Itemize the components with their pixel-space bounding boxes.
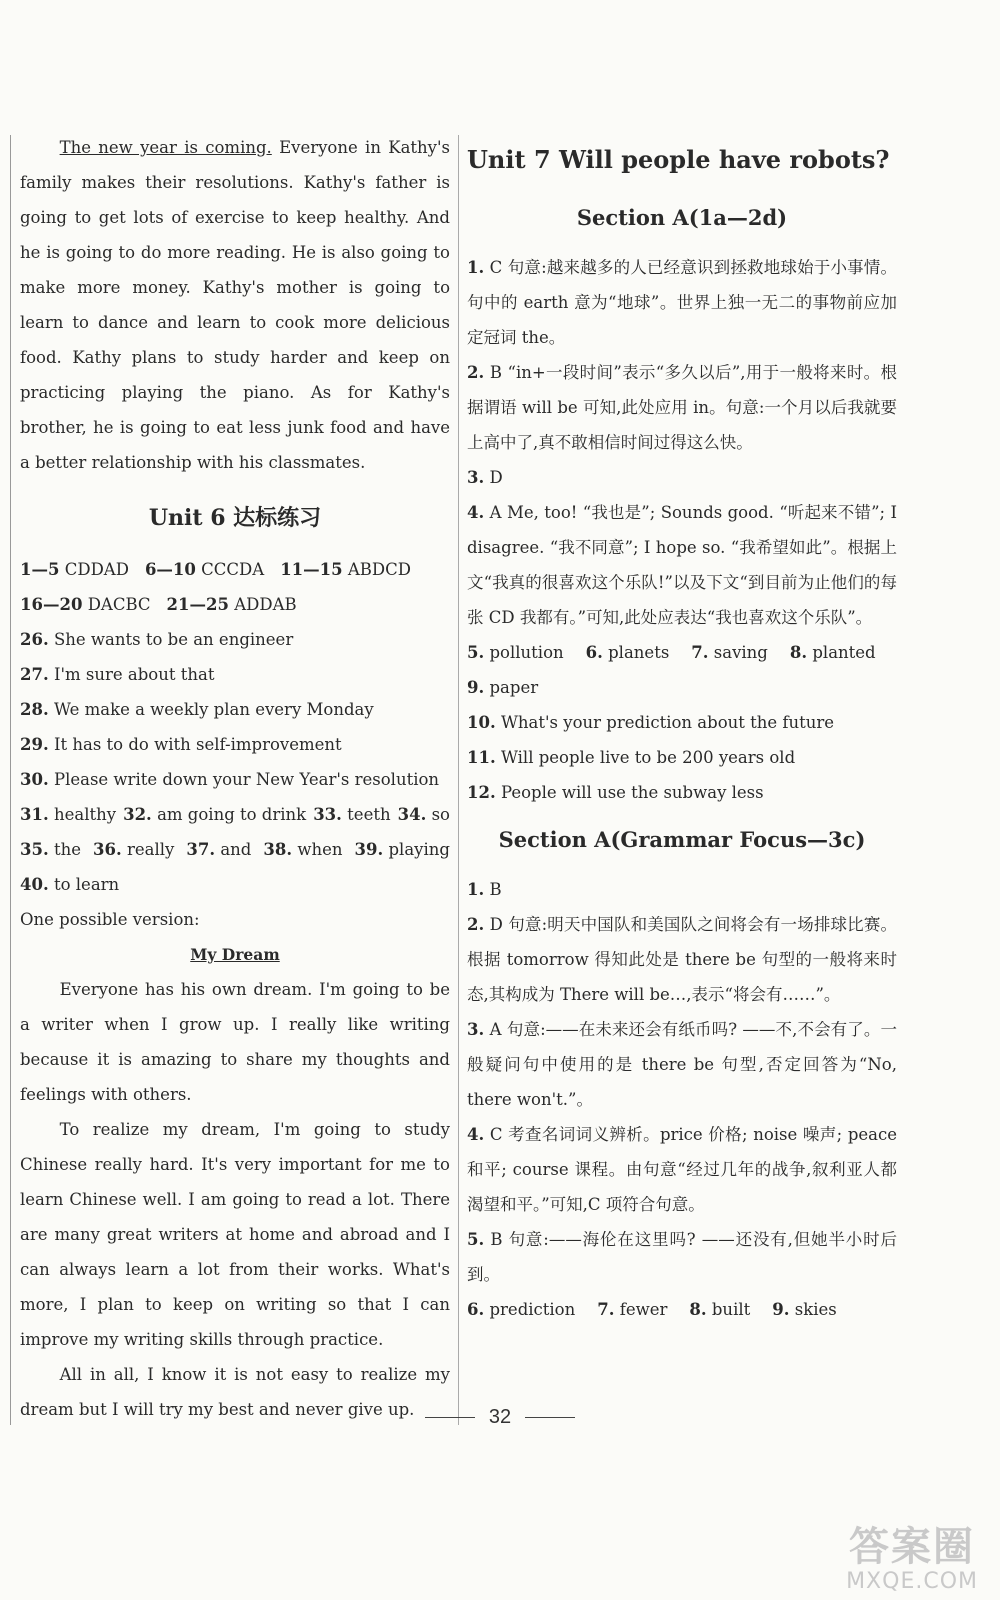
item-text: built (711, 1300, 751, 1319)
item-number: 9. (467, 678, 485, 697)
item-number: 7. (597, 1300, 615, 1319)
item-text: so (431, 805, 450, 824)
answer-item (20, 622, 450, 657)
watermark-logo (846, 1524, 978, 1594)
answer-item (467, 705, 897, 740)
item-text: paper (489, 678, 539, 697)
mc-range: 11—15 (280, 560, 343, 579)
footer-dash (525, 1417, 575, 1418)
item-number: 31. (20, 805, 49, 824)
item-number: 5. (467, 643, 485, 662)
inline-answer (597, 1292, 667, 1327)
item-text: People will use the subway less (500, 783, 764, 802)
item-text: and (220, 840, 252, 859)
item-text: B 句意:——海伦在这里吗? ——还没有,但她半小时后到。 (467, 1230, 898, 1284)
answers-row (467, 635, 897, 670)
answer-item (467, 460, 897, 495)
answer-item (467, 907, 897, 1012)
item-number: 36. (93, 840, 122, 859)
passage-text: Everyone in Kathy's family makes their resolutions. Kathy's father is going to get lots of exercise to keep healthy. And he is going to do more reading. He is also going to make more money. Kathy's mother is going to learn to dance and learn to cook more delicious food. Kathy plans to study harder and keep on practicing playing the piano. As for Kathy's brother, he is going to eat less junk food and have a better relationship with his classmates. (20, 138, 450, 472)
version-label: One possible version: (20, 910, 200, 929)
cloze-answers-row (20, 867, 450, 902)
item-text: A Me, too! “我也是”; Sounds good. “听起来不错”; I disagree. “我不同意”; I hope so. “我希望如此”。根据上文“我真的很喜欢这个乐队!”以及下文“到目前为止他们的每张 CD 我都有。”可知,此处应表达“我也喜欢这个乐队”。 (467, 503, 897, 627)
item-text: really (126, 840, 175, 859)
mc-group (167, 595, 297, 614)
item-text: B (489, 880, 502, 899)
answer-item (20, 727, 450, 762)
mc-answers: ADDAB (234, 595, 297, 614)
item-text: to learn (53, 875, 120, 894)
essay-paragraph: Everyone has his own dream. I'm going to be a writer when I grow up. I really like writing because it is amazing to share my thoughts and feelings with others. (20, 980, 450, 1104)
mc-answers: DACBC (87, 595, 151, 614)
answer-item (467, 495, 897, 635)
item-number: 12. (467, 783, 496, 802)
inline-answer (20, 832, 81, 867)
section-a1-title: Section A(1a—2d) (576, 205, 788, 230)
item-number: 4. (467, 1125, 485, 1144)
inline-answer (263, 832, 342, 867)
item-text: saving (713, 643, 768, 662)
unit7-title: Unit 7 Will people have robots? (467, 145, 890, 174)
item-number: 30. (20, 770, 49, 789)
item-text: playing (388, 840, 450, 859)
inline-answer (186, 832, 251, 867)
mc-group (20, 560, 129, 579)
item-text: when (297, 840, 343, 859)
inline-answer (691, 635, 768, 670)
watermark-bottom: MXQE.COM (846, 1569, 978, 1594)
inline-answer (93, 832, 174, 867)
inline-answer (689, 1292, 750, 1327)
mc-row (20, 552, 450, 587)
multiple-choice-answers (20, 552, 450, 622)
inline-answer (467, 635, 564, 670)
item-number: 29. (20, 735, 49, 754)
item-number: 28. (20, 700, 49, 719)
column-divider (458, 135, 459, 1425)
item-number: 4. (467, 503, 485, 522)
mc-row (20, 587, 450, 622)
item-text: the (53, 840, 81, 859)
cloze-answers-row (20, 797, 450, 832)
mc-answers: ABDCD (347, 560, 411, 579)
answer-item (20, 692, 450, 727)
essay-paragraph: All in all, I know it is not easy to realize my dream but I will try my best and never give up. (20, 1365, 450, 1419)
answer-item (20, 657, 450, 692)
item-text: Will people live to be 200 years old (500, 748, 796, 767)
inline-answer (355, 832, 450, 867)
item-text: skies (794, 1300, 837, 1319)
footer-dash (425, 1417, 475, 1418)
item-text: We make a weekly plan every Monday (53, 700, 374, 719)
mc-range: 21—25 (166, 595, 229, 614)
item-number: 35. (20, 840, 49, 859)
item-text: A 句意:——在未来还会有纸币吗? ——不,不会有了。一般疑问句中使用的是 there be 句型,否定回答为“No, there won't.”。 (467, 1020, 897, 1109)
item-number: 9. (772, 1300, 790, 1319)
item-text: Please write down your New Year's resolution (53, 770, 440, 789)
inline-answer (20, 867, 119, 902)
item-number: 40. (20, 875, 49, 894)
inline-answer (790, 635, 876, 670)
item-number: 3. (467, 1020, 485, 1039)
item-number: 33. (313, 805, 342, 824)
item-text: C 考查名词词义辨析。price 价格; noise 噪声; peace 和平; course 课程。由句意“经过几年的战争,叙利亚人都渴望和平。”可知,C 项符合句意。 (467, 1125, 897, 1214)
item-number: 37. (186, 840, 216, 859)
item-text: teeth (347, 805, 391, 824)
item-number: 2. (467, 363, 485, 382)
answer-item (467, 872, 897, 907)
mc-answers: CCCDA (201, 560, 265, 579)
item-number: 11. (467, 748, 496, 767)
answer-item (467, 1117, 897, 1222)
item-text: am going to drink (157, 805, 307, 824)
item-number: 39. (354, 840, 384, 859)
mc-answers: CDDAD (64, 560, 129, 579)
page-footer (0, 1406, 1000, 1429)
answer-list (20, 622, 450, 797)
item-text: planted (812, 643, 876, 662)
mc-group (280, 560, 411, 579)
answers-row (467, 1292, 897, 1327)
item-number: 3. (467, 468, 485, 487)
inline-answer (123, 797, 306, 832)
item-text: prediction (489, 1300, 576, 1319)
item-text: B “in+一段时间”表示“多久以后”,用于一般将来时。根据谓语 will be 可知,此处应用 in。句意:一个月以后我就要上高中了,真不敢相信时间过得这么快。 (467, 363, 897, 452)
section-a2-answers (467, 872, 897, 1292)
answer-item (20, 762, 450, 797)
page-number: 32 (488, 1406, 512, 1428)
watermark-top: 答案圈 (849, 1524, 976, 1570)
item-number: 34. (397, 805, 427, 824)
item-number: 6. (585, 643, 603, 662)
essay-paragraph: To realize my dream, I'm going to study Chinese really hard. It's very important for me to learn Chinese well. I am going to read a lot. There are many great writers at home and abroad and I can always learn a lot from their works. What's more, I plan to keep on writing so that I can improve my writing skills through practice. (20, 1120, 450, 1349)
section-a1-answers-cont (467, 670, 897, 810)
item-text: pollution (489, 643, 564, 662)
inline-answer (313, 797, 390, 832)
item-number: 1. (467, 258, 485, 277)
item-text: What's your prediction about the future (500, 713, 835, 732)
item-number: 32. (123, 805, 152, 824)
item-number: 38. (263, 840, 293, 859)
mc-group (145, 560, 264, 579)
answer-item (467, 775, 897, 810)
item-number: 1. (467, 880, 485, 899)
answer-item (467, 250, 897, 355)
passage-paragraph (20, 130, 450, 480)
section-a1-answers (467, 250, 897, 635)
left-column (20, 130, 450, 1427)
left-margin-line (10, 135, 11, 1425)
right-column (467, 130, 897, 1327)
answer-item (467, 1012, 897, 1117)
answer-item (467, 670, 897, 705)
cloze-answers-row (20, 832, 450, 867)
answer-item (467, 1222, 897, 1292)
answer-item (467, 740, 897, 775)
inline-answer (467, 1292, 575, 1327)
item-text: planets (608, 643, 670, 662)
item-number: 6. (467, 1300, 485, 1319)
mc-group (20, 595, 151, 614)
item-number: 5. (467, 1230, 485, 1249)
item-text: C 句意:越来越多的人已经意识到拯救地球始于小事情。句中的 earth 意为“地球”。世界上独一无二的事物前应加定冠词 the。 (467, 258, 897, 347)
unit6-title: Unit 6 达标练习 (148, 505, 322, 531)
item-text: fewer (619, 1300, 668, 1319)
mc-range: 16—20 (20, 595, 83, 614)
inline-answer (20, 797, 116, 832)
item-number: 8. (789, 643, 808, 662)
item-text: She wants to be an engineer (53, 630, 294, 649)
item-number: 7. (691, 643, 709, 662)
item-text: I'm sure about that (53, 665, 215, 684)
item-number: 10. (467, 713, 496, 732)
section-a2-title: Section A(Grammar Focus—3c) (498, 827, 866, 852)
passage-underlined-phrase: The new year is coming. (59, 138, 272, 157)
item-text: It has to do with self-improvement (53, 735, 342, 754)
essay-title: My Dream (190, 945, 280, 964)
inline-answer (586, 635, 670, 670)
item-number: 8. (689, 1300, 707, 1319)
answer-item (467, 355, 897, 460)
mc-range: 6—10 (144, 560, 196, 579)
item-number: 27. (20, 665, 49, 684)
item-number: 2. (467, 915, 485, 934)
inline-answer (398, 797, 450, 832)
item-number: 26. (20, 630, 49, 649)
inline-answer (772, 1292, 836, 1327)
item-text: D (489, 468, 503, 487)
item-text: healthy (53, 805, 117, 824)
mc-range: 1—5 (20, 560, 60, 579)
item-text: D 句意:明天中国队和美国队之间将会有一场排球比赛。根据 tomorrow 得知此处是 there be 句型的一般将来时态,其构成为 There will be…,表示“将会有……”。 (467, 915, 897, 1004)
